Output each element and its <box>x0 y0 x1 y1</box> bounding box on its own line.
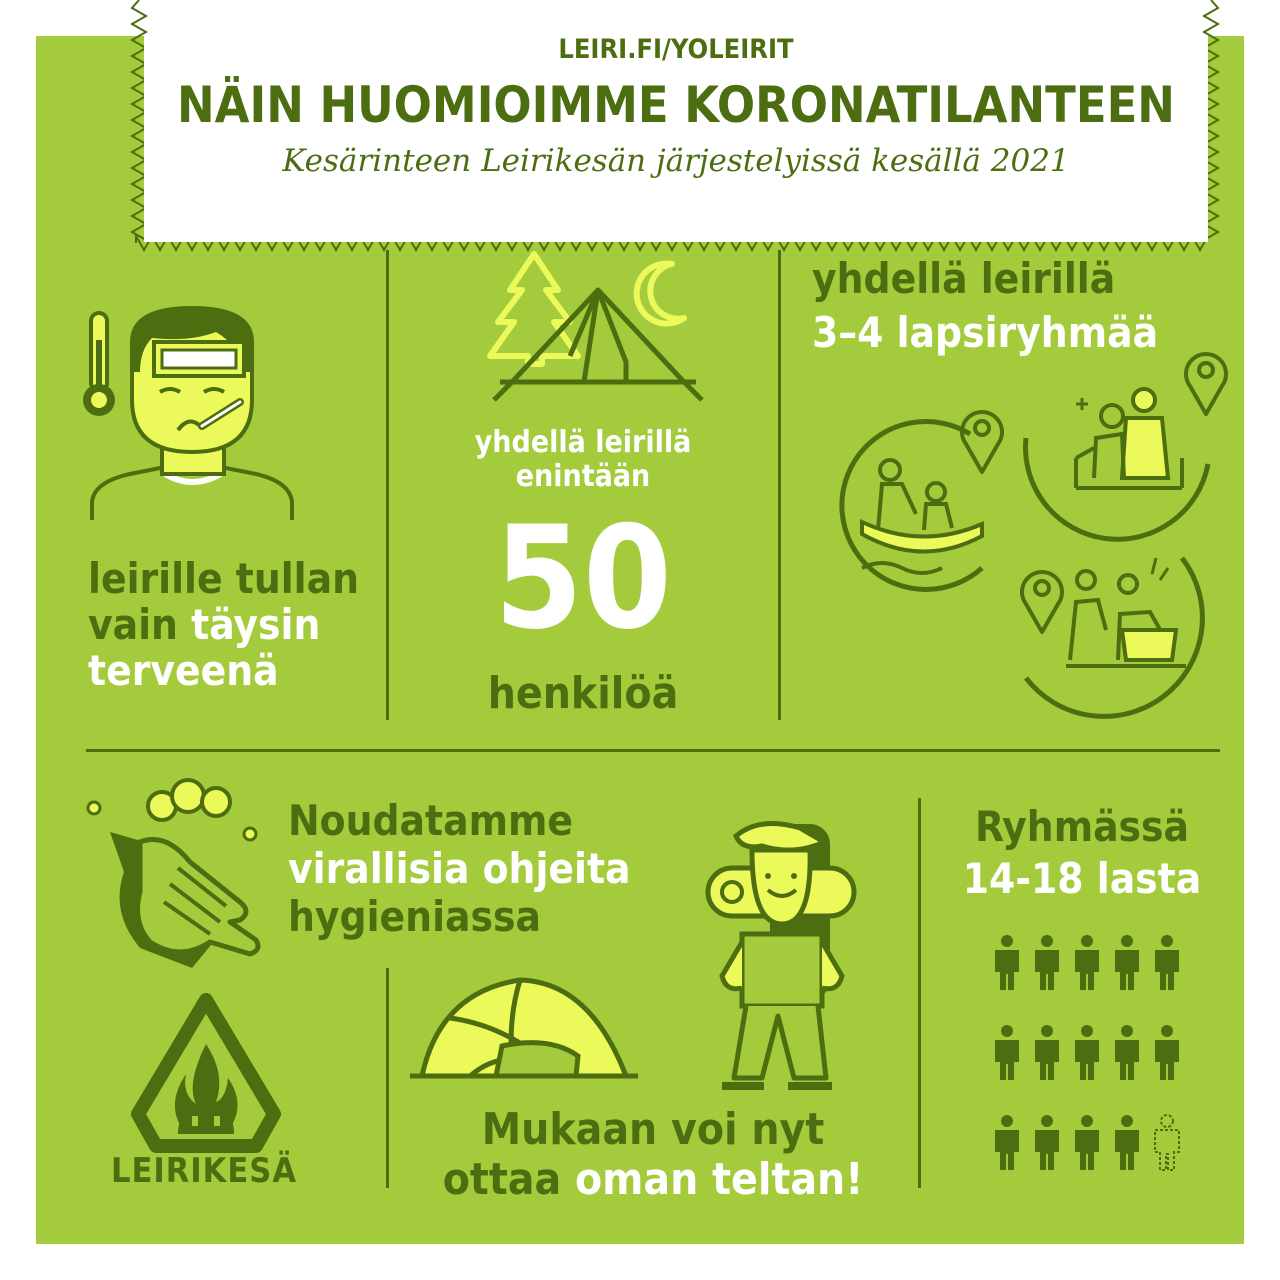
page-title: NÄIN HUOMIOIMME KORONATILANTEEN <box>177 76 1175 134</box>
person-icon <box>1152 1114 1182 1172</box>
hygiene-line-1: Noudatamme <box>288 796 573 845</box>
divider-vertical-3 <box>386 968 389 1188</box>
person-icon <box>1112 934 1142 992</box>
canoe-icon <box>832 418 1002 588</box>
group-size-line-2: 14-18 lasta <box>962 854 1202 903</box>
capacity-unit: henkilöä <box>487 668 679 719</box>
header-card <box>144 36 1208 242</box>
person-icon <box>1032 1024 1062 1082</box>
divider-vertical-4 <box>918 798 921 1188</box>
group-size-line-1: Ryhmässä <box>974 802 1190 851</box>
person-icon <box>1032 934 1062 992</box>
divider-vertical-2 <box>778 250 781 720</box>
person-icon <box>1032 1114 1062 1172</box>
groups-line-1: yhdellä leirillä <box>812 254 1116 303</box>
person-icon <box>1112 1024 1142 1082</box>
divider-horizontal <box>86 749 1220 752</box>
logo-text: LEIRIKESÄ <box>110 1151 297 1191</box>
person-icon <box>992 1024 1022 1082</box>
header-url: LEIRI.FI/YOLEIRIT <box>558 34 794 65</box>
person-icon <box>992 1114 1022 1172</box>
health-line-2-white: täysin <box>191 600 321 649</box>
health-line-1: leirille tullan <box>88 554 360 603</box>
capacity-number: 50 <box>494 496 672 661</box>
tent-line-1: Mukaan voi nyt <box>481 1104 825 1155</box>
campfire-group-icon <box>1022 378 1212 546</box>
person-icon <box>1072 934 1102 992</box>
health-line-2 <box>88 600 321 649</box>
page-subtitle: Kesärinteen Leirikesän järjestelyissä kesällä 2021 <box>282 143 1070 179</box>
health-line-2-dark: vain <box>88 600 192 649</box>
capacity-line-1: yhdellä leirillä <box>474 425 692 460</box>
groups-line-2: 3–4 lapsiryhmää <box>812 308 1159 357</box>
tent-icon <box>494 286 704 402</box>
health-line-3: terveenä <box>88 646 279 695</box>
dome-tent-icon <box>410 966 640 1096</box>
person-icon <box>1072 1114 1102 1172</box>
hygiene-line-2: virallisia ohjeita <box>288 844 631 893</box>
person-icon <box>1072 1024 1102 1082</box>
tent-line-2 <box>388 1154 918 1205</box>
person-icon <box>992 934 1022 992</box>
crafts-group-icon <box>1026 550 1216 726</box>
person-icon <box>1152 1024 1182 1082</box>
hiker-icon <box>702 816 862 1106</box>
infographic-board <box>36 36 1244 1244</box>
hygiene-line-3: hygieniassa <box>288 892 541 941</box>
tent-line-2-white: oman teltan! <box>574 1154 864 1205</box>
leirikesa-logo-icon <box>106 994 306 1162</box>
tent-line-2-dark: ottaa <box>442 1154 575 1205</box>
sick-person-icon <box>90 302 296 522</box>
person-icon <box>1112 1114 1142 1172</box>
washing-hands-icon <box>80 772 270 972</box>
person-icon <box>1152 934 1182 992</box>
capacity-line-2: enintään <box>515 459 651 494</box>
